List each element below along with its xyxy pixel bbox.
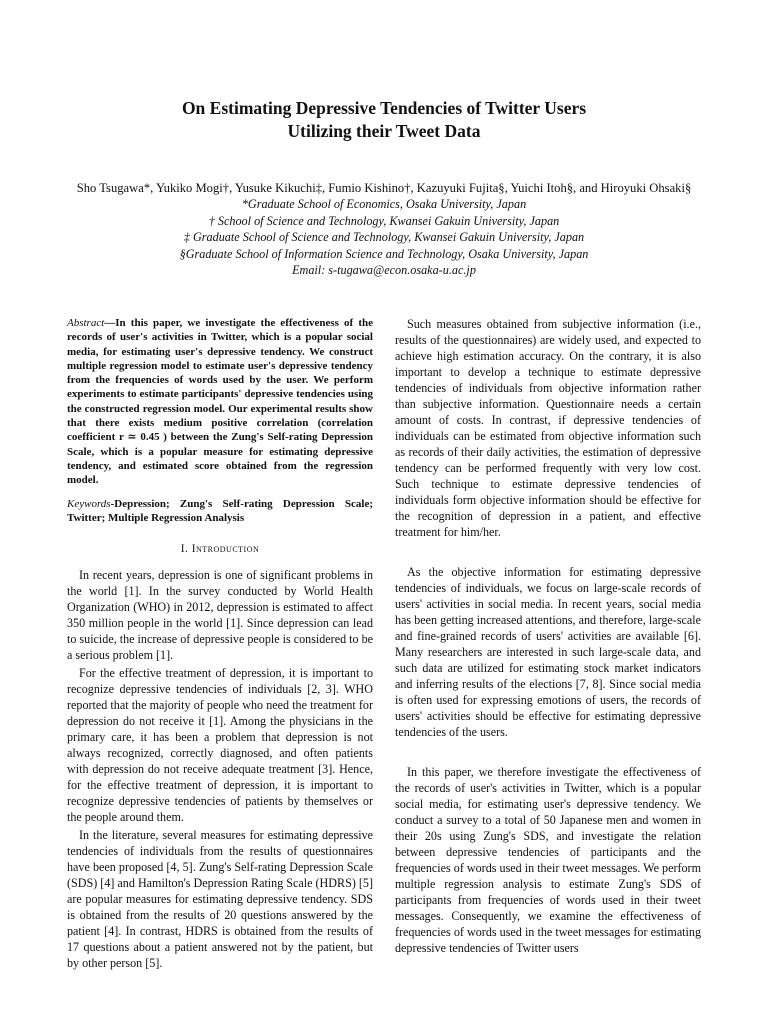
intro-paragraph-2: For the effective treatment of depression, it is important to recognize depressive tendencies of individuals [2, 3]. WHO reported that the majority of people who need the treatment for depression do not receive it [1]. Among the physicians in the primary care, it has been a problem that depression is not always recognized, correctly diagnosed, and often patients with depression do not receive adequate treatment [3]. Hence, for the effective treatment of depression, it is important to recognize depressive tendencies of patients by themselves or the people around them.	[67, 666, 373, 825]
right-paragraph-3: In this paper, we therefore investigate the effectiveness of the records of user's activities in Twitter, which is a popular social media, for estimating user's depressive tendency. We conduct a survey to a total of 50 Japanese men and women in their 20s using Zung's SDS, and investigate the relation between depressive tendencies of participants and the frequencies of words used in their tweet messages. We perform multiple regression analysis to estimate Zung's SDS of participants from frequencies of words used in their tweet messages. Consequently, we examine the effectiveness of frequencies of words used in the tweet messages for estimating depressive tendencies of Twitter users	[395, 765, 701, 955]
intro-paragraph-3: In the literature, several measures for estimating depressive tendencies of individuals from the results of questionnaires have been proposed [4, 5]. Zung's Self-rating Depression Scale (SDS) [4] and Hamilton's Depression Rating Scale (HDRS) [5] are popular measures for estimating depressive tendency. SDS is obtained from the results of 20 questions answered by the patient [4]. In contrast, HDRS is obtained from the results of 17 questions about a patient answered not by the patient, but by other person [5].	[67, 828, 373, 971]
abstract-text: —In this paper, we investigate the effectiveness of the records of user's activities in Twitter, which is a popular social media, for estimating user's depressive tendency. We construct multiple regression model to estimate user's depressive tendency from the frequencies of words used by the user. We perform experiments to estimate participants' depressive tendencies using the constructed regression model. Our experimental results show that there exists medium positive correlation (correlation coefficient r ≃ 0.45 ) between the Zung's Self-rating Depression Scale, which is a popular measure for estimating depressive tendency, and estimated score obtained from the regression model.	[67, 317, 373, 487]
left-column	[67, 316, 373, 973]
abstract-lead: Abstract	[67, 317, 105, 329]
right-paragraph-1: Such measures obtained from subjective information (i.e., results of the questionnaires) are widely used, and expected to achieve high estimation accuracy. On the contrary, it is also important to develop a technique to estimate depressive tendencies of individuals from objective information rather than subjective information. Questionnaire needs a certain amount of costs. In contrast, if depressive tendencies of individuals can be estimated from objective information such as records of their daily activities, the estimation of depressive tendency can be performed frequently with very low cost. Such technique to estimate depressive tendencies of individuals form objective information should be effective for the recognition of depression in a patient, and effective treatment for him/her.	[395, 317, 701, 539]
abstract	[67, 316, 373, 488]
affiliations	[0, 196, 768, 279]
title-line-1: On Estimating Depressive Tendencies of Twitter Users	[181, 98, 587, 118]
affiliation-1: *Graduate School of Economics, Osaka University, Japan	[241, 197, 527, 211]
section-heading-introduction: I. Introduction	[180, 543, 260, 556]
affiliation-2: † School of Science and Technology, Kwansei Gakuin University, Japan	[208, 213, 560, 228]
affiliation-4: §Graduate School of Information Science and Technology, Osaka University, Japan	[179, 246, 589, 261]
intro-paragraph-1: In recent years, depression is one of significant problems in the world [1]. In the survey conducted by World Health Organization (WHO) in 2012, depression is estimated to affect 350 million people in the world [1]. Since depression can lead to suicide, the increase of depressive people is considered to be a serious problem [1].	[67, 568, 373, 663]
keywords-lead: Keywords	[67, 497, 111, 510]
keywords-text: -Depression; Zung's Self-rating Depression Scale; Twitter; Multiple Regression Analysis	[67, 497, 373, 524]
paper-title	[0, 97, 768, 143]
affiliation-3: ‡ Graduate School of Science and Technology, Kwansei Gakuin University, Japan	[183, 230, 585, 244]
email-line: Email: s-tugawa@econ.osaka-u.ac.jp	[292, 263, 476, 277]
right-column	[395, 316, 701, 956]
keywords	[67, 497, 373, 526]
author-list: Sho Tsugawa*, Yukiko Mogi†, Yusuke Kikuchi‡, Fumio Kishino†, Kazuyuki Fujita§, Yuichi Itoh§, and Hiroyuki Ohsaki§	[76, 181, 692, 195]
title-line-2: Utilizing their Tweet Data	[287, 121, 481, 141]
right-paragraph-2: As the objective information for estimating depressive tendencies of individuals, we focus on large-scale records of users' activities in social media. In recent years, social media has been getting increased attentions, and therefore, large-scale and fine-grained records of users' activities are available [6]. Many researchers are interested in such large-scale data, and such data are utilized for estimating stock market indicators and inferring results of the elections [7, 8]. Since social media is often used for expressing emotions of users, the records of users' activities should be effective for estimating depressive tendencies of the users.	[395, 565, 701, 739]
